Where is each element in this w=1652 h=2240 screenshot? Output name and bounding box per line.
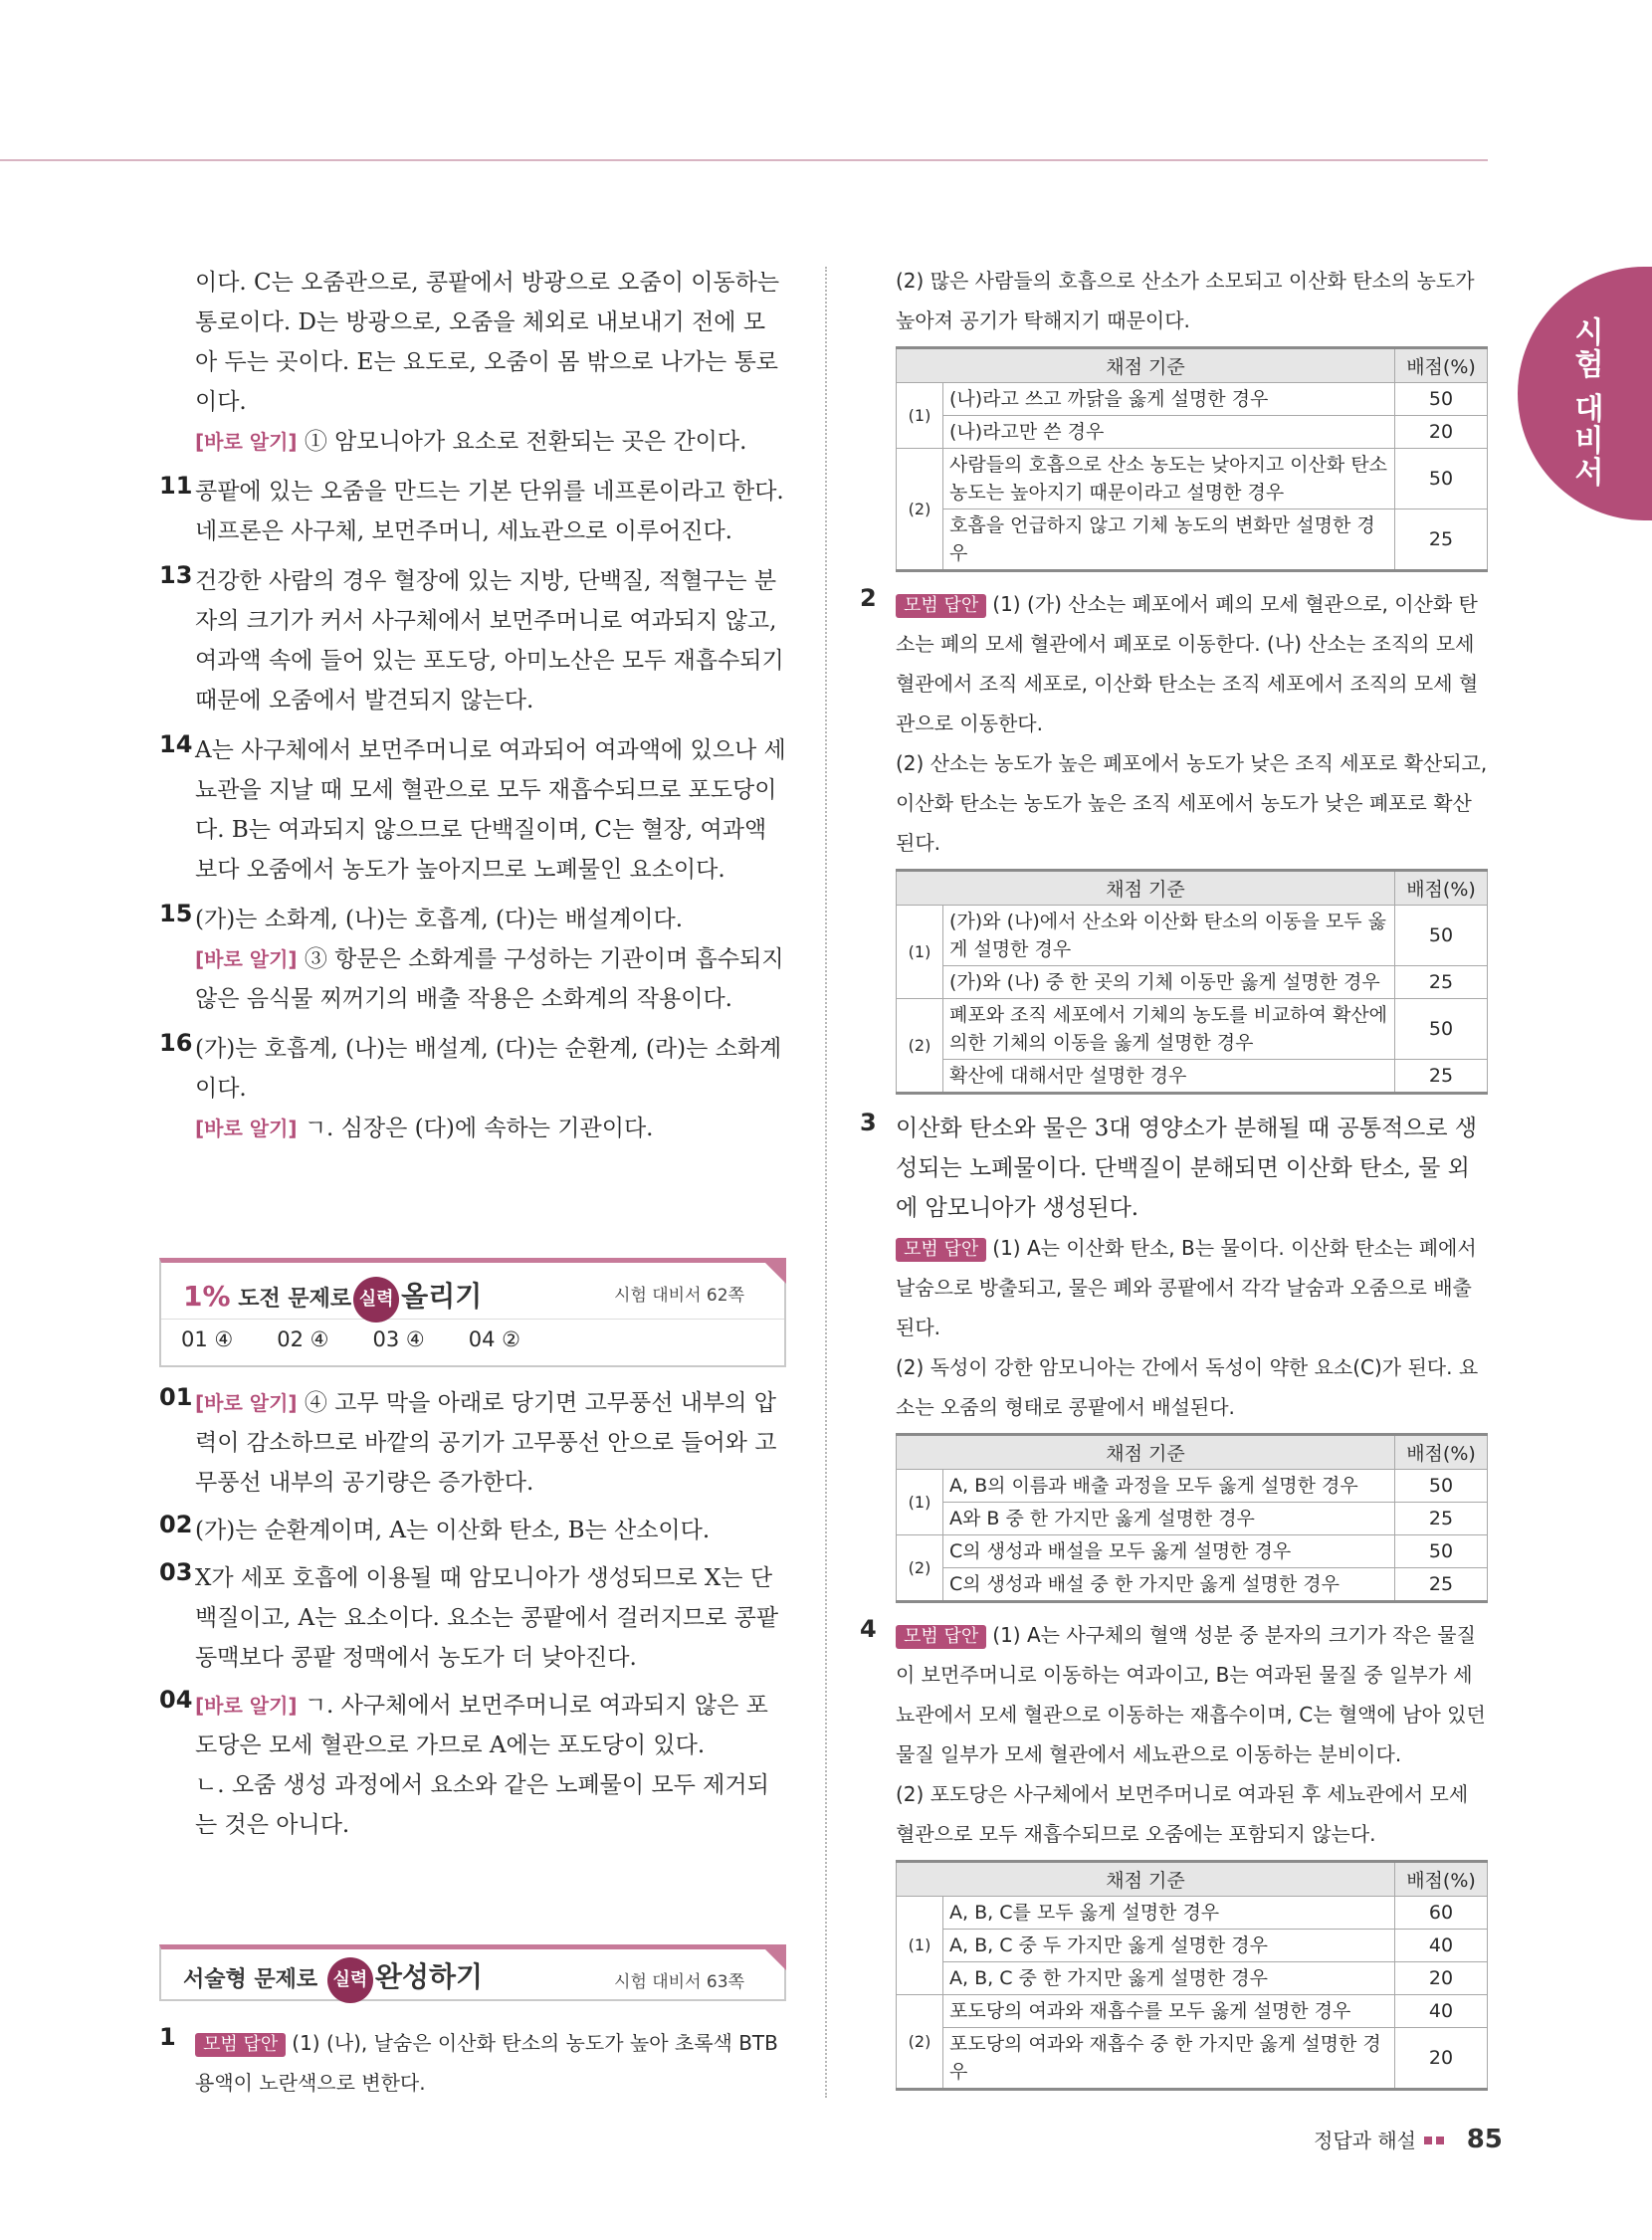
essay-continued [866,261,1488,572]
essay-answer-item [159,2023,786,2103]
table-score: 20 [1395,2028,1488,2090]
table-score: 20 [1395,1962,1488,1995]
correction-tag: [바로 알기] [195,1117,298,1140]
box-reference: 시험 대비서 62쪽 [614,1286,744,1306]
box-title-b: 올리기 [401,1280,483,1313]
model-answer-badge: 모범 답안 [195,2033,286,2057]
table-cell: C의 생성과 배설을 모두 옳게 설명한 경우 [943,1535,1395,1568]
correction-text: ㄱ. 사구체에서 보먼주머니로 여과되지 않은 포도당은 모세 혈관으로 가므로 A에는 포도당이 있다. [195,1693,768,1758]
table-cell: 사람들의 호흡으로 산소 농도는 낮아지고 이산화 탄소 농도는 높아지기 때문이라고 설명한 경우 [943,449,1395,509]
box-header [161,1949,784,1999]
table-score: 25 [1395,1060,1488,1094]
box-title [183,1275,482,1323]
footer-square-icon [1424,2137,1432,2144]
table-header: 채점 기준 [897,871,1395,906]
table-header: 채점 기준 [897,1435,1395,1470]
item-number: 15 [159,900,193,927]
answer-text [195,1383,786,1503]
item-number: 01 [159,1383,193,1411]
table-cell: A, B, C 중 두 가지만 옳게 설명한 경우 [943,1930,1395,1962]
table-cell: C의 생성과 배설 중 한 가지만 옳게 설명한 경우 [943,1568,1395,1602]
top-rule [0,159,1488,161]
answer-key-item: 04 ② [468,1327,520,1351]
table-score: 40 [1395,1995,1488,2028]
footer-square-icon [1436,2137,1444,2144]
box-title [183,1955,483,2003]
essay-answer-text: (2) 많은 사람들의 호흡으로 산소가 소모되고 이산화 탄소의 농도가 높아져 공기가 탁해지기 때문이다. [896,269,1475,332]
page-footer [1314,2125,1503,2154]
answer-item [159,1558,786,1678]
table-row [897,383,1488,416]
table-row [897,2028,1488,2090]
table-header-row [897,871,1488,906]
model-answer-badge: 모범 답안 [896,1238,986,1262]
essay-answer-item [860,1615,1488,2091]
essay-answer-item [860,584,1488,1095]
table-score: 25 [1395,509,1488,571]
table-row [897,906,1488,966]
essay-answer-text: (2) 산소는 농도가 높은 폐포에서 농도가 낮은 조직 세포로 확산되고, 이산화 탄소는 농도가 높은 조직 세포에서 농도가 낮은 폐포로 확산된다. [896,751,1488,855]
table-cell: (가)와 (나)에서 산소와 이산화 탄소의 이동을 모두 옳게 설명한 경우 [943,906,1395,966]
answer-text: (가)는 순환계이며, A는 이산화 탄소, B는 산소이다. [195,1518,711,1543]
table-header-row [897,1435,1488,1470]
answer-text: A는 사구체에서 보먼주머니로 여과되어 여과액에 있으나 세뇨관을 지날 때 모세 혈관으로 모두 재흡수되므로 포도당이다. B는 여과되지 않으므로 단백질이며, C는 혈장, 여과액보다 오줌에서 농도가 높아지므로 노폐물인 요소이다. [195,737,786,883]
table-group: (2) [897,1995,943,2090]
answer-key [161,1319,784,1365]
answer-item [159,1029,786,1148]
answer-text: 콩팥에 있는 오줌을 만드는 기본 단위를 네프론이라고 한다. 네프론은 사구체, 보먼주머니, 세뇨관으로 이루어진다. [195,479,784,544]
answer-item [159,1686,786,1845]
essay-answer-text [896,1228,1488,1347]
table-row [897,1470,1488,1503]
essay-question-text: 이산화 탄소와 물은 3대 영양소가 분해될 때 공통적으로 생성되는 노폐물이다. 단백질이 분해되면 이산화 탄소, 물 외에 암모니아가 생성된다. [896,1116,1478,1221]
correction-tag: [바로 알기] [195,1694,298,1718]
correction-tag: [바로 알기] [195,947,298,971]
table-row [897,509,1488,571]
answer-key-item: 03 ④ [372,1327,425,1351]
essay-answer-text [195,2023,786,2103]
section-tab [1518,267,1652,520]
column-divider [825,267,827,2098]
skill-badge: 실력 [353,1277,399,1323]
box-title-a: 서술형 문제로 [183,1967,318,1992]
table-row [897,449,1488,509]
table-score: 25 [1395,1568,1488,1602]
model-answer-badge: 모범 답안 [896,594,986,618]
box-title-b: 완성하기 [374,1960,484,1993]
essay-answer-body: (1) (가) 산소는 폐포에서 폐의 모세 혈관으로, 이산화 탄소는 폐의 모세 혈관에서 폐포로 이동한다. (나) 산소는 조직의 모세 혈관에서 조직 세포로, 이산화 탄소는 조직 세포에서 조직의 모세 혈관으로 이동한다. [896,592,1479,735]
model-answer-badge: 모범 답안 [896,1625,986,1649]
correction-tag: [바로 알기] [195,430,298,454]
table-row [897,1568,1488,1602]
box-header [161,1263,784,1319]
box-title-a: 도전 문제로 [238,1287,352,1312]
scoring-table [896,346,1488,572]
answer-item [159,900,786,1019]
item-number: 4 [860,1615,877,1643]
page-number: 85 [1466,2125,1503,2154]
correction-text: ③ 항문은 소화계를 구성하는 기관이며 흡수되지 않은 음식물 찌꺼기의 배출 작용은 소화계의 작용이다. [195,946,784,1012]
correction-text: ㄱ. 심장은 (다)에 속하는 기관이다. [304,1116,654,1141]
intro-item [159,263,786,462]
table-cell: 폐포와 조직 세포에서 기체의 농도를 비교하여 확산에 의한 기체의 이동을 옳게 설명한 경우 [943,999,1395,1060]
item-number: 13 [159,561,193,589]
table-score: 25 [1395,966,1488,999]
table-cell: 포도당의 여과와 재흡수 중 한 가지만 옳게 설명한 경우 [943,2028,1395,2090]
table-score: 40 [1395,1930,1488,1962]
essay-answer-item [860,1109,1488,1603]
intro-note-text: ① 암모니아가 요소로 전환되는 곳은 간이다. [304,429,747,455]
item-number: 1 [159,2023,176,2051]
essay-answer-body: (1) A는 이산화 탄소, B는 물이다. 이산화 탄소는 폐에서 날숨으로 방출되고, 물은 폐와 콩팥에서 각각 날숨과 오줌으로 배출된다. [896,1236,1477,1339]
item-number: 2 [860,584,877,612]
correction-note [195,939,786,1019]
essay-answer-body: (1) A는 사구체의 혈액 성분 중 분자의 크기가 작은 물질이 보먼주머니로 이동하는 여과이고, B는 여과된 물질 중 일부가 세뇨관에서 모세 혈관으로 이동하는 재흡수이며, C는 혈액에 남아 있던 물질 일부가 모세 혈관에서 세뇨관으로 이동하는 분비이다. [896,1623,1486,1766]
item-number: 16 [159,1029,193,1057]
answer-text: (가)는 호흡계, (나)는 배설계, (다)는 순환계, (라)는 소화계이다. [195,1036,782,1102]
table-group: (2) [897,999,943,1094]
table-score: 50 [1395,1470,1488,1503]
table-cell: 확산에 대해서만 설명한 경우 [943,1060,1395,1094]
table-cell: (나)라고 쓰고 까닭을 옳게 설명한 경우 [943,383,1395,416]
table-group: (2) [897,1535,943,1602]
table-row [897,1930,1488,1962]
table-cell: (나)라고만 쓴 경우 [943,416,1395,449]
item-number: 14 [159,730,193,758]
essay-answer-text [896,1615,1488,1774]
table-header-row [897,348,1488,383]
table-score: 50 [1395,449,1488,509]
item-number: 11 [159,472,193,500]
answer-text: 건강한 사람의 경우 혈장에 있는 지방, 단백질, 적혈구는 분자의 크기가 커서 사구체에서 보먼주머니로 여과되지 않고, 여과액 속에 들어 있는 포도당, 아미노산은 모두 재흡수되기 때문에 오줌에서 발견되지 않는다. [195,568,784,713]
right-column [860,261,1488,2103]
scoring-table [896,869,1488,1095]
essay-answer-text [896,584,1488,743]
table-group: (1) [897,1470,943,1535]
essay-answer-text: (2) 독성이 강한 암모니아는 간에서 독성이 약한 요소(C)가 된다. 요소는 오줌의 형태로 콩팥에서 배설된다. [896,1355,1479,1419]
percent-label: 1% [183,1280,231,1313]
scoring-table [896,1860,1488,2091]
answer-item [159,561,786,720]
table-row [897,1995,1488,2028]
table-row [897,1897,1488,1930]
table-cell: A, B의 이름과 배출 과정을 모두 옳게 설명한 경우 [943,1470,1395,1503]
table-row [897,1060,1488,1094]
challenge-box [159,1258,786,1367]
table-header: 배점(%) [1395,1862,1488,1897]
essay-answer-body: (1) (나), 날숨은 이산화 탄소의 농도가 높아 초록색 BTB 용액이 노란색으로 변한다. [195,2031,778,2095]
correction-note [195,1109,786,1148]
table-row [897,1503,1488,1535]
answer-text: ㄴ. 오줌 생성 과정에서 요소와 같은 노폐물이 모두 제거되는 것은 아니다. [195,1772,769,1838]
table-score: 60 [1395,1897,1488,1930]
table-score: 20 [1395,416,1488,449]
table-score: 50 [1395,1535,1488,1568]
table-score: 50 [1395,383,1488,416]
table-header-row [897,1862,1488,1897]
table-header: 배점(%) [1395,871,1488,906]
table-header: 배점(%) [1395,348,1488,383]
essay-answer-text: (2) 포도당은 사구체에서 보먼주머니로 여과된 후 세뇨관에서 모세 혈관으로 모두 재흡수되므로 오줌에는 포함되지 않는다. [896,1782,1469,1846]
table-cell: 포도당의 여과와 재흡수를 모두 옳게 설명한 경우 [943,1995,1395,2028]
table-cell: A, B, C 중 한 가지만 옳게 설명한 경우 [943,1962,1395,1995]
intro-note [195,422,786,462]
table-group: (2) [897,449,943,571]
table-header: 채점 기준 [897,348,1395,383]
answer-text [195,1686,786,1765]
answer-text: X가 세포 호흡에 이용될 때 암모니아가 생성되므로 X는 단백질이고, A는 요소이다. 요소는 콩팥에서 걸러지므로 콩팥 동맥보다 콩팥 정맥에서 농도가 더 낮아진다. [195,1565,779,1671]
scoring-table [896,1433,1488,1603]
table-row [897,1962,1488,1995]
table-cell: A와 B 중 한 가지만 옳게 설명한 경우 [943,1503,1395,1535]
answer-item [159,1511,786,1550]
box-reference: 시험 대비서 63쪽 [614,1972,744,1992]
table-cell: 호흡을 언급하지 않고 기체 농도의 변화만 설명한 경우 [943,509,1395,571]
correction-text: ④ 고무 막을 아래로 당기면 고무풍선 내부의 압력이 감소하므로 바깥의 공기가 고무풍선 안으로 들어와 고무풍선 내부의 공기량은 증가한다. [195,1390,777,1496]
answer-text: (가)는 소화계, (나)는 호흡계, (다)는 배설계이다. [195,907,684,932]
answer-item [159,1383,786,1503]
answer-key-item: 01 ④ [181,1327,234,1351]
table-row [897,1535,1488,1568]
table-cell: (가)와 (나) 중 한 곳의 기체 이동만 옳게 설명한 경우 [943,966,1395,999]
table-row [897,999,1488,1060]
table-score: 50 [1395,999,1488,1060]
answer-key-item: 02 ④ [277,1327,329,1351]
intro-text: 이다. C는 오줌관으로, 콩팥에서 방광으로 오줌이 이동하는 통로이다. D는 방광으로, 오줌을 체외로 내보내기 전에 모아 두는 곳이다. E는 요도로, 오줌이 몸 밖으로 나가는 통로이다. [195,270,780,415]
item-number: 3 [860,1109,877,1136]
table-score: 50 [1395,906,1488,966]
skill-badge: 실력 [327,1957,373,2003]
essay-box [159,1944,786,2001]
item-number: 02 [159,1511,193,1538]
correction-tag: [바로 알기] [195,1391,298,1415]
answer-item [159,730,786,890]
table-cell: A, B, C를 모두 옳게 설명한 경우 [943,1897,1395,1930]
table-group: (1) [897,383,943,449]
table-group: (1) [897,1897,943,1995]
item-number: 04 [159,1686,193,1714]
table-row [897,966,1488,999]
left-column [159,261,786,2103]
item-number: 03 [159,1558,193,1586]
section-tab-label: 시험 대비서 [1568,316,1603,489]
table-group: (1) [897,906,943,999]
table-row [897,416,1488,449]
table-header: 배점(%) [1395,1435,1488,1470]
footer-label: 정답과 해설 [1314,2129,1416,2152]
table-score: 25 [1395,1503,1488,1535]
table-header: 채점 기준 [897,1862,1395,1897]
answer-item [159,472,786,551]
